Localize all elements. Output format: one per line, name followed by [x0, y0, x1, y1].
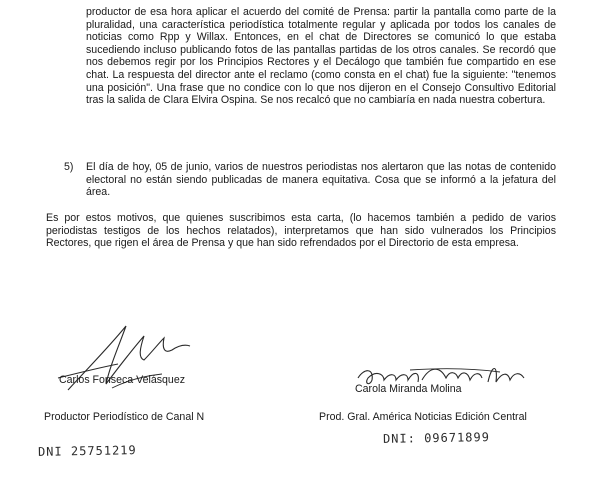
list-item-text: El día de hoy, 05 de junio, varios de nuestros periodistas nos alertaron que las notas de contenido electoral no están siendo publicadas de manera equitativa. Cosa que se informó a la jefatura del área. [86, 161, 556, 199]
list-item-5 [64, 161, 556, 201]
closing-paragraph: Es por estos motivos, que quienes suscribimos esta carta, (lo hacemos también a pedido de varios periodistas testigos de los hechos relatados), interpretamos que han sido vulnerados los Principios Rectores, que rigen el área de Prensa y que han sido refrendados por el Directorio de esta empresa. [46, 212, 556, 250]
signer-2-dni-handwritten: DNI: 09671899 [382, 430, 491, 446]
signer-1-role: Productor Periodístico de Canal N [44, 411, 205, 423]
signer-1-name: Carlos Fonseca Velásquez [59, 374, 186, 386]
signer-2-name: Carola Miranda Molina [355, 383, 462, 395]
paragraph-item-4-continued: productor de esa hora aplicar el acuerdo del comité de Prensa: partir la pantalla como parte de la pluralidad, una característica periodística totalmente regular y aplicada por todos los canales de noticias como Rpp y Willax. Entonces, en el chat de Directores se comunicó lo que estaba sucediendo incluso publicando fotos de las pantallas partidas de los otros canales. Se recordó que nos debemos regir por los Principios Rectores y el Decálogo que también fue compartido en ese chat. La respuesta del director ante el reclamo (como consta en el chat) fue la siguiente: "tenemos una posición". Una frase que no condice con lo que nos dijeron en el Consejo Consultivo Editorial tras la salida de Clara Elvira Ospina. Se nos recalcó que no cambiaría en nada nuestra cobertura. [86, 6, 556, 107]
signer-1-dni-handwritten: DNI 25751219 [37, 443, 137, 459]
signer-2-role: Prod. Gral. América Noticias Edición Central [319, 411, 527, 423]
list-item-number: 5) [64, 161, 74, 173]
